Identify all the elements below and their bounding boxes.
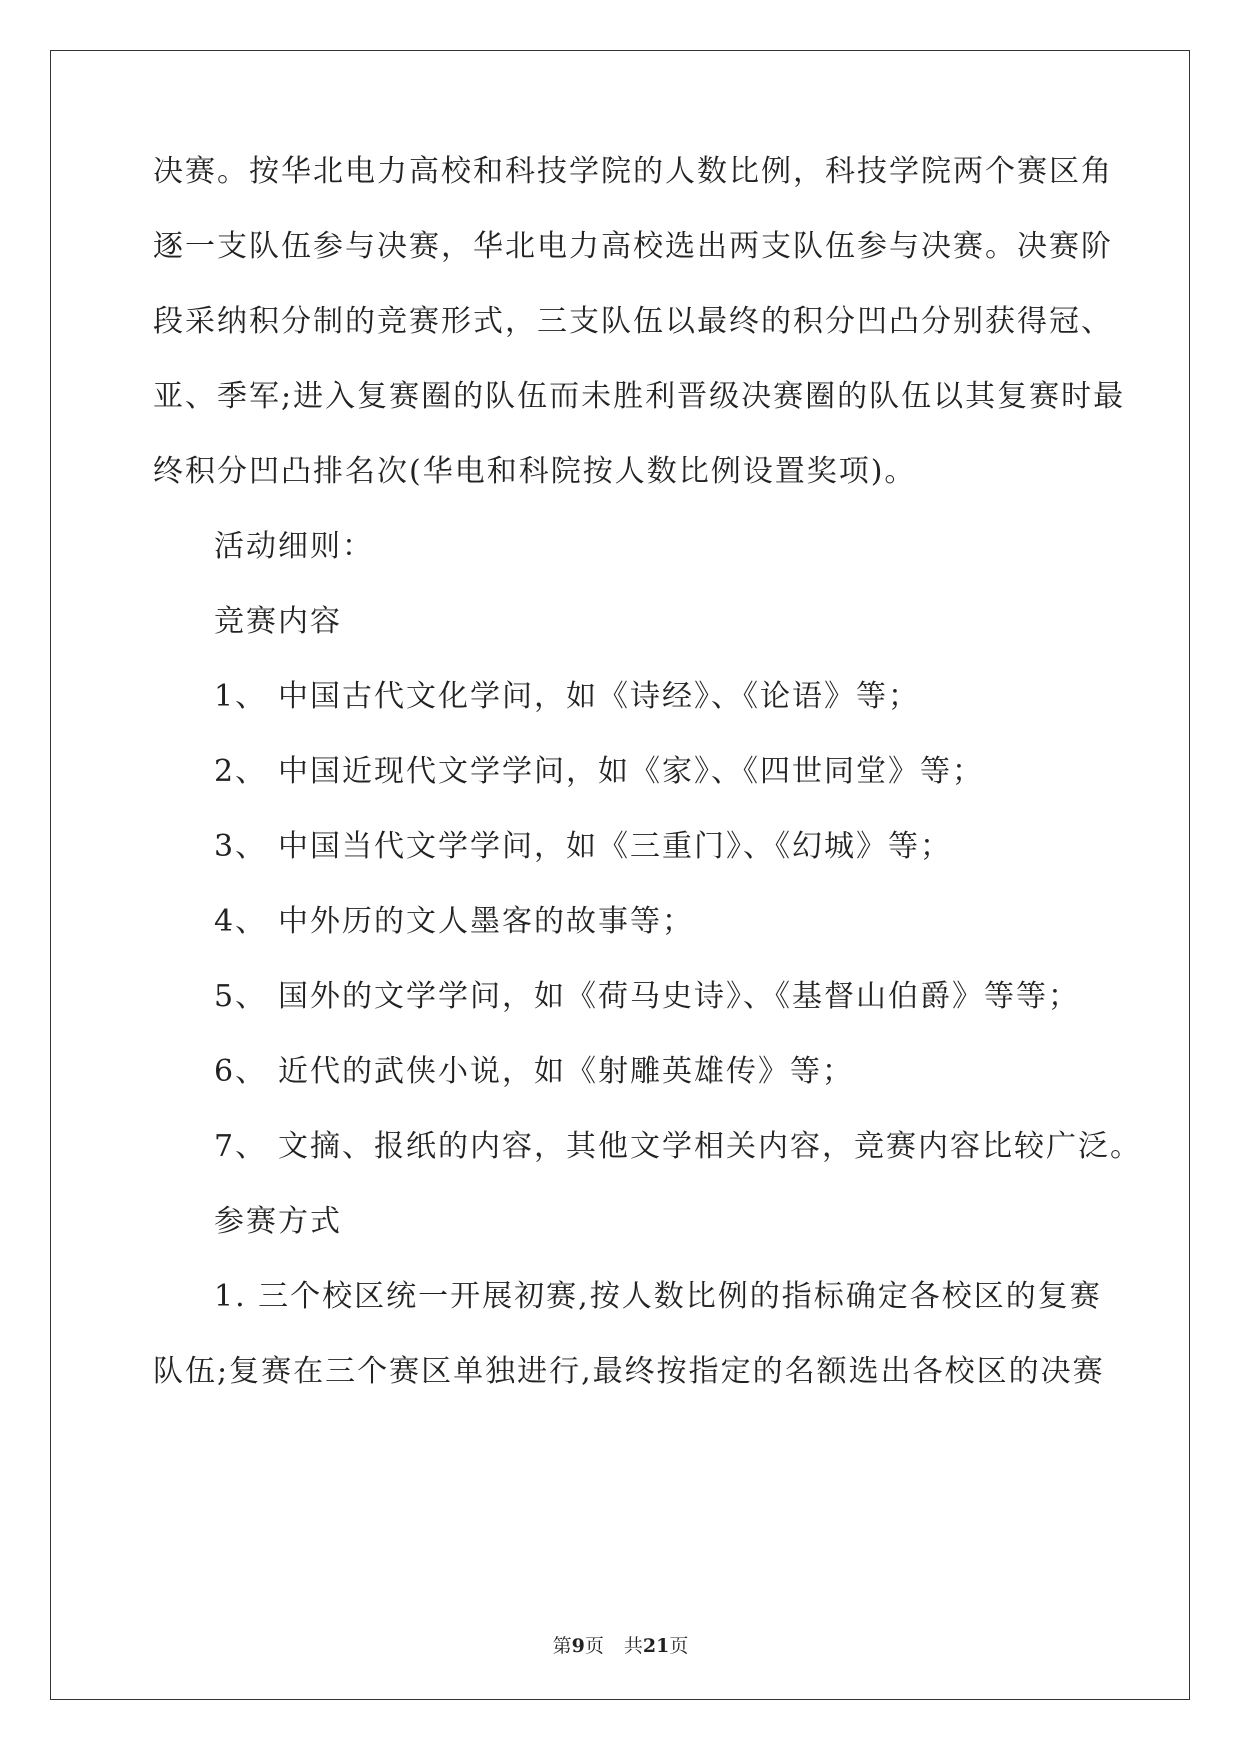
list-item-text: 中国近现代文学学问，如《家》、《四世同堂》等；: [278, 754, 984, 789]
footer-page-suffix: 页: [584, 1635, 604, 1657]
section-heading-method: 参赛方式: [214, 1204, 342, 1239]
list-item-number: 6、: [214, 1054, 268, 1089]
paragraph-line-5: 终积分凹凸排名次(华电和科院按人数比例设置奖项)。: [153, 454, 917, 489]
list-item: [214, 1052, 854, 1092]
list-item-number: 4、: [214, 904, 268, 939]
list-item-number: 1、: [214, 679, 268, 714]
list-item-text: 国外的文学学问，如《荷马史诗》、《基督山伯爵》等等；: [278, 979, 1080, 1014]
footer-total-suffix: 页: [669, 1635, 689, 1657]
footer-total-prefix: 共: [623, 1635, 643, 1657]
list-item: [214, 827, 952, 867]
paragraph-line-2: 逐一支队伍参与决赛，华北电力高校选出两支队伍参与决赛。决赛阶: [153, 229, 1113, 264]
list-item: [214, 677, 920, 717]
list-item-number: 7、: [214, 1129, 268, 1164]
list-item-text: 中外历的文人墨客的故事等；: [278, 904, 694, 939]
paragraph-line-3: 段采纳积分制的竞赛形式，三支队伍以最终的积分凹凸分别获得冠、: [153, 304, 1113, 339]
list-item-text: 文摘、报纸的内容，其他文学相关内容，竞赛内容比较广泛。: [278, 1129, 1142, 1164]
list-item-text: 中国当代文学学问，如《三重门》、《幻城》等；: [278, 829, 952, 864]
section-heading-content: 竞赛内容: [214, 604, 342, 639]
list-item-number: 5、: [214, 979, 268, 1014]
footer-prefix: 第: [552, 1635, 572, 1657]
list-item-number: 3、: [214, 829, 268, 864]
page-footer: [0, 1631, 1241, 1658]
list-item: [214, 752, 984, 792]
list-item: [214, 977, 1080, 1017]
method-line-1: 1. 三个校区统一开展初赛,按人数比例的指标确定各校区的复赛: [214, 1279, 1102, 1314]
list-item-number: 2、: [214, 754, 268, 789]
list-item: [214, 1127, 1142, 1167]
page-number: 9: [571, 1635, 585, 1657]
method-line-2: 队伍;复赛在三个赛区单独进行,最终按指定的名额选出各校区的决赛: [153, 1354, 1105, 1389]
paragraph-line-1: 决赛。按华北电力高校和科技学院的人数比例，科技学院两个赛区角: [153, 154, 1113, 189]
total-pages: 21: [642, 1635, 670, 1657]
list-item-text: 近代的武侠小说，如《射雕英雄传》等；: [278, 1054, 854, 1089]
page-frame: [50, 50, 1190, 1700]
list-item: [214, 902, 694, 942]
paragraph-line-4: 亚、季军;进入复赛圈的队伍而未胜利晋级决赛圈的队伍以其复赛时最: [153, 379, 1126, 414]
list-item-text: 中国古代文化学问，如《诗经》、《论语》等；: [278, 679, 920, 714]
section-heading-activity: 活动细则：: [214, 529, 374, 564]
